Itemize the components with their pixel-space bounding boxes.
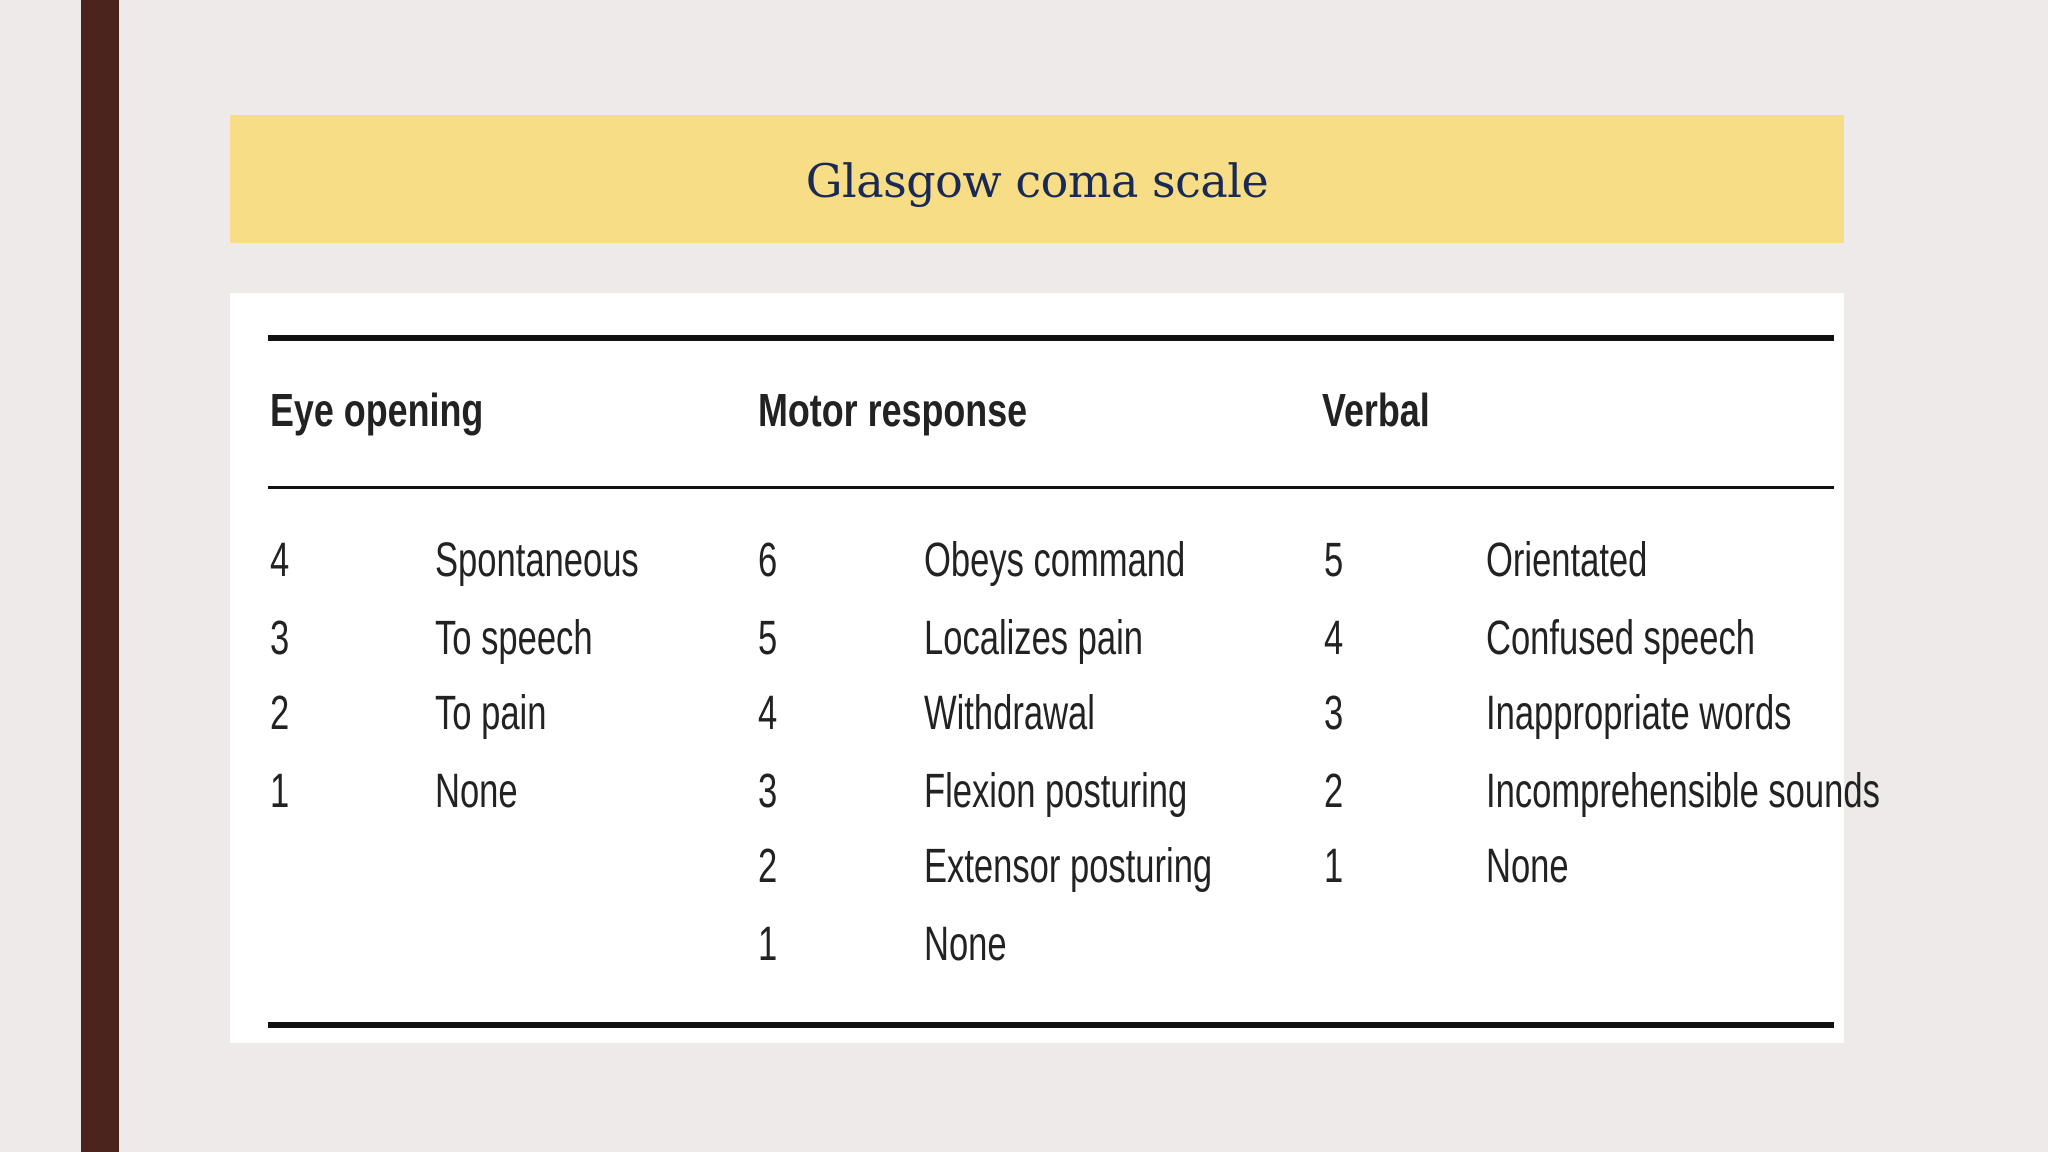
- slide-title: Glasgow coma scale: [805, 154, 1269, 208]
- motor-label: Flexion posturing: [924, 765, 1188, 818]
- table-top-rule: [268, 335, 1834, 341]
- header-motor-response: Motor response: [758, 384, 1028, 436]
- table-header-rule: [268, 486, 1834, 489]
- verbal-score: 5: [1324, 534, 1344, 587]
- motor-score: 1: [758, 918, 778, 971]
- motor-score: 5: [758, 612, 778, 665]
- motor-label: Withdrawal: [924, 687, 1095, 740]
- motor-score: 2: [758, 840, 778, 893]
- header-verbal: Verbal: [1322, 384, 1430, 436]
- motor-label: Obeys command: [924, 534, 1186, 587]
- eye-score: 4: [270, 534, 290, 587]
- gcs-table: [230, 293, 1880, 1043]
- verbal-label: Incomprehensible sounds: [1486, 765, 1880, 818]
- verbal-score: 2: [1324, 765, 1344, 818]
- eye-label: To pain: [435, 687, 547, 740]
- motor-label: Localizes pain: [924, 612, 1144, 665]
- title-banner: [230, 115, 1844, 243]
- motor-label: Extensor posturing: [924, 840, 1213, 893]
- motor-score: 3: [758, 765, 778, 818]
- verbal-score: 3: [1324, 687, 1344, 740]
- verbal-label: Orientated: [1486, 534, 1648, 587]
- eye-label: Spontaneous: [435, 534, 639, 587]
- motor-score: 4: [758, 687, 778, 740]
- verbal-label: Confused speech: [1486, 612, 1755, 665]
- verbal-label: None: [1486, 840, 1569, 893]
- eye-label: None: [435, 765, 518, 818]
- slide-accent-bar: [81, 0, 119, 1152]
- eye-label: To speech: [435, 612, 593, 665]
- eye-score: 1: [270, 765, 290, 818]
- verbal-score: 4: [1324, 612, 1344, 665]
- verbal-score: 1: [1324, 840, 1344, 893]
- verbal-label: Inappropriate words: [1486, 687, 1792, 740]
- motor-score: 6: [758, 534, 778, 587]
- header-eye-opening: Eye opening: [270, 384, 484, 436]
- table-bottom-rule: [268, 1022, 1834, 1028]
- motor-label: None: [924, 918, 1007, 971]
- eye-score: 2: [270, 687, 290, 740]
- eye-score: 3: [270, 612, 290, 665]
